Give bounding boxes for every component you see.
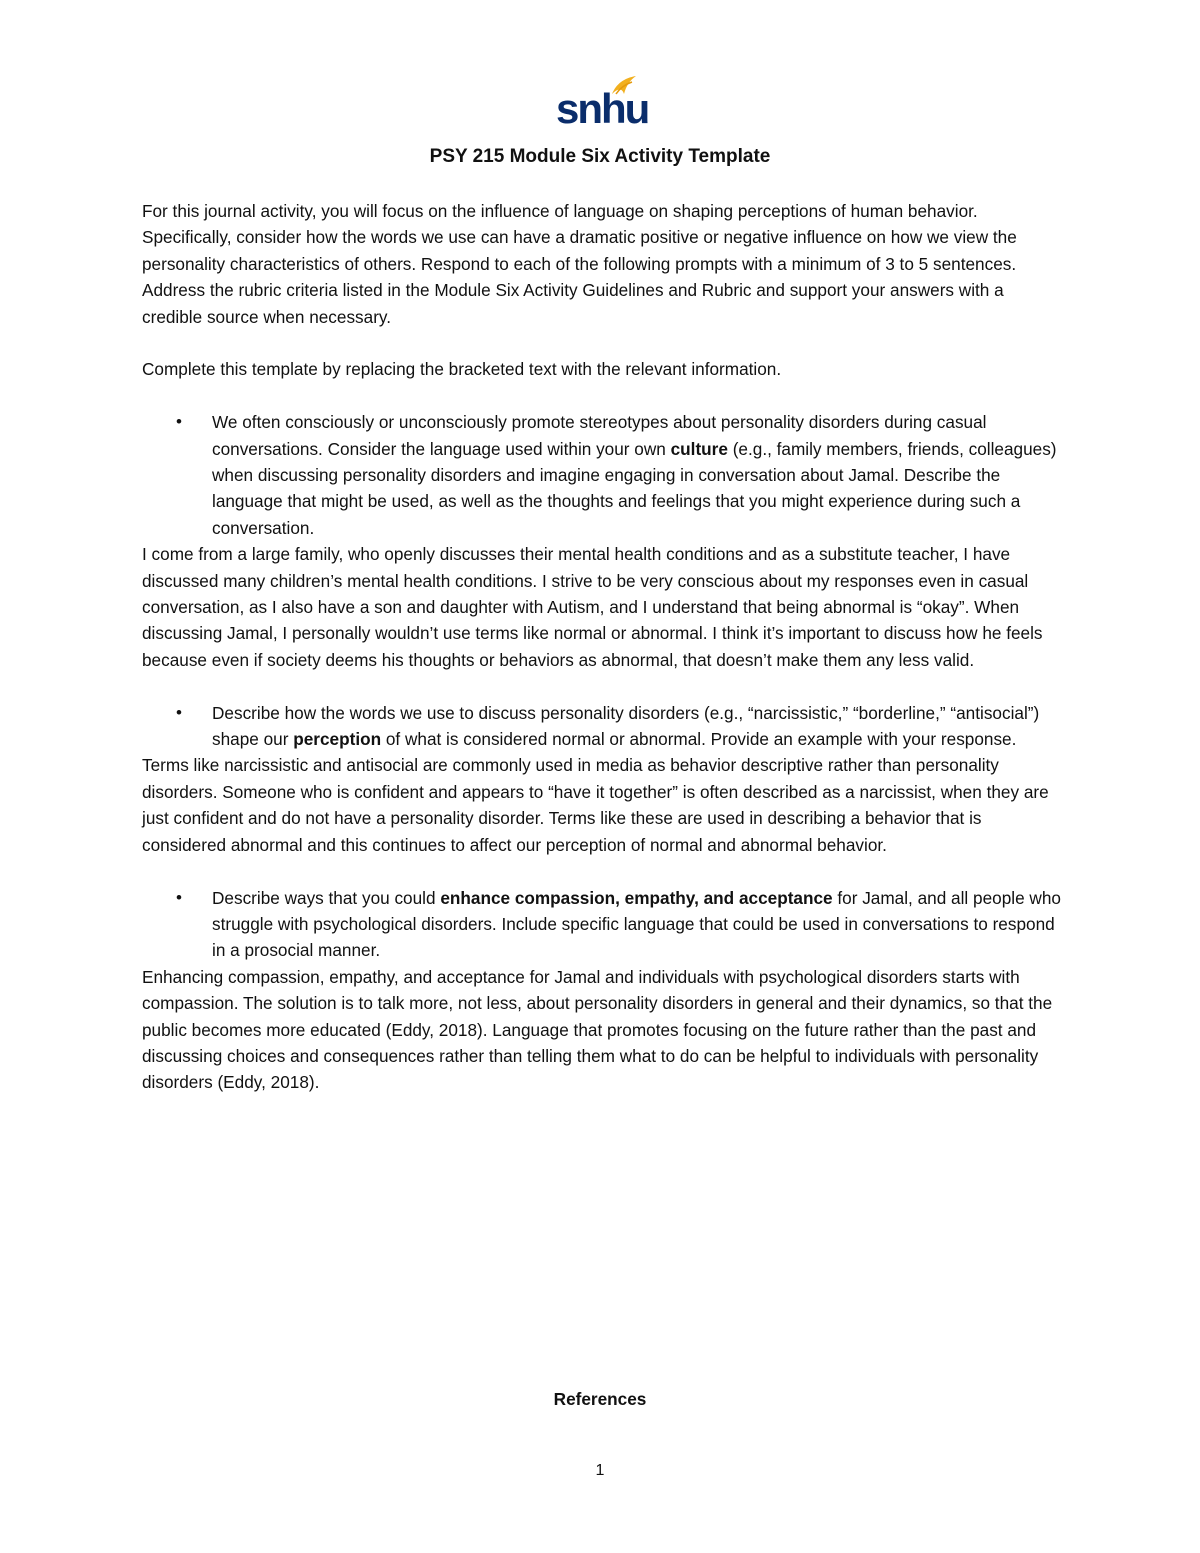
prompt-text: of what is considered normal or abnormal. Provide an example with your response. <box>381 729 1017 750</box>
prompt-section-compassion <box>142 885 1066 1096</box>
bullet-marker: • <box>176 412 182 432</box>
prompt-text: for Jamal, and all people who struggle with psychological disorders. Include specific language that could be used in conversations to respond in a prosocial manner. <box>212 887 1061 961</box>
prompt-text: Describe how the words we use to discuss personality disorders (e.g., “narcissistic,” “borderline,” “antisocial”) shape our <box>212 702 1040 750</box>
prompt-bullet-item <box>142 409 1066 541</box>
prompt-section-perception <box>142 700 1066 858</box>
prompt-bullet-item <box>142 885 1066 964</box>
bullet-marker: • <box>176 702 182 722</box>
page-number: 1 <box>595 1462 605 1479</box>
prompt-bold-term: perception <box>293 729 382 750</box>
document-title: PSY 215 Module Six Activity Template <box>429 146 771 167</box>
snhu-logo <box>556 74 649 132</box>
answer-paragraph: I come from a large family, who openly discusses their mental health conditions and as a substitute teacher, I have discussed many children’s mental health conditions. I strive to be very conscious about my responses even in casual conversation, as I also have a son and daughter with Autism, and I understand that being abnormal is “okay”. When discussing Jamal, I personally wouldn’t use terms like normal or abnormal. I think it’s important to discuss how he feels because even if society deems his thoughts or behaviors as abnormal, that doesn’t make them any less valid. <box>142 544 1043 670</box>
prompt-section-culture <box>142 409 1066 673</box>
prompt-text: Describe ways that you could <box>212 887 441 908</box>
instruction-paragraph: Complete this template by replacing the bracketed text with the relevant information. <box>142 359 782 380</box>
answer-paragraph: Terms like narcissistic and antisocial are commonly used in media as behavior descriptive rather than personality disorders. Someone who is confident and appears to “have it together” is often described as a narcissist, when they are just confident and do not have a personality disorder. Terms like these are used in describing a behavior that is considered abnormal and this continues to affect our perception of normal and abnormal behavior. <box>142 755 1049 855</box>
prompt-text: (e.g., family members, friends, colleagues) when discussing personality disorders and imagine engaging in conversation about Jamal. Describe the language that might be used, as well as the thoughts and feelings that you might experience during such a conversation. <box>212 438 1057 538</box>
logo-wordmark: snhu <box>556 85 649 132</box>
bullet-marker: • <box>176 887 182 907</box>
prompt-text: We often consciously or unconsciously promote stereotypes about personality disorders during casual conversations. Consider the language used within your own <box>212 412 987 459</box>
answer-paragraph: Enhancing compassion, empathy, and acceptance for Jamal and individuals with psychological disorders starts with compassion. The solution is to talk more, not less, about personality disorders in general and their dynamics, so that the public becomes more educated (Eddy, 2018). Language that promotes focusing on the future rather than the past and discussing choices and consequences rather than telling them what to do can be helpful to individuals with personality disorders (Eddy, 2018). <box>142 966 1053 1093</box>
prompt-bold-term: culture <box>670 438 728 459</box>
references-heading: References <box>553 1389 647 1409</box>
prompt-bold-term: enhance compassion, empathy, and acceptance <box>440 887 833 908</box>
intro-paragraph: For this journal activity, you will focus on the influence of language on shaping perceptions of human behavior. Specifically, consider how the words we use can have a dramatic positive or negative influence on how we view the personality characteristics of others. Respond to each of the following prompts with a minimum of 3 to 5 sentences. Address the rubric criteria listed in the Module Six Activity Guidelines and Rubric and support your answers with a credible source when necessary. <box>142 201 1017 327</box>
document-body <box>142 198 1066 1096</box>
prompt-bullet-item <box>142 700 1066 753</box>
